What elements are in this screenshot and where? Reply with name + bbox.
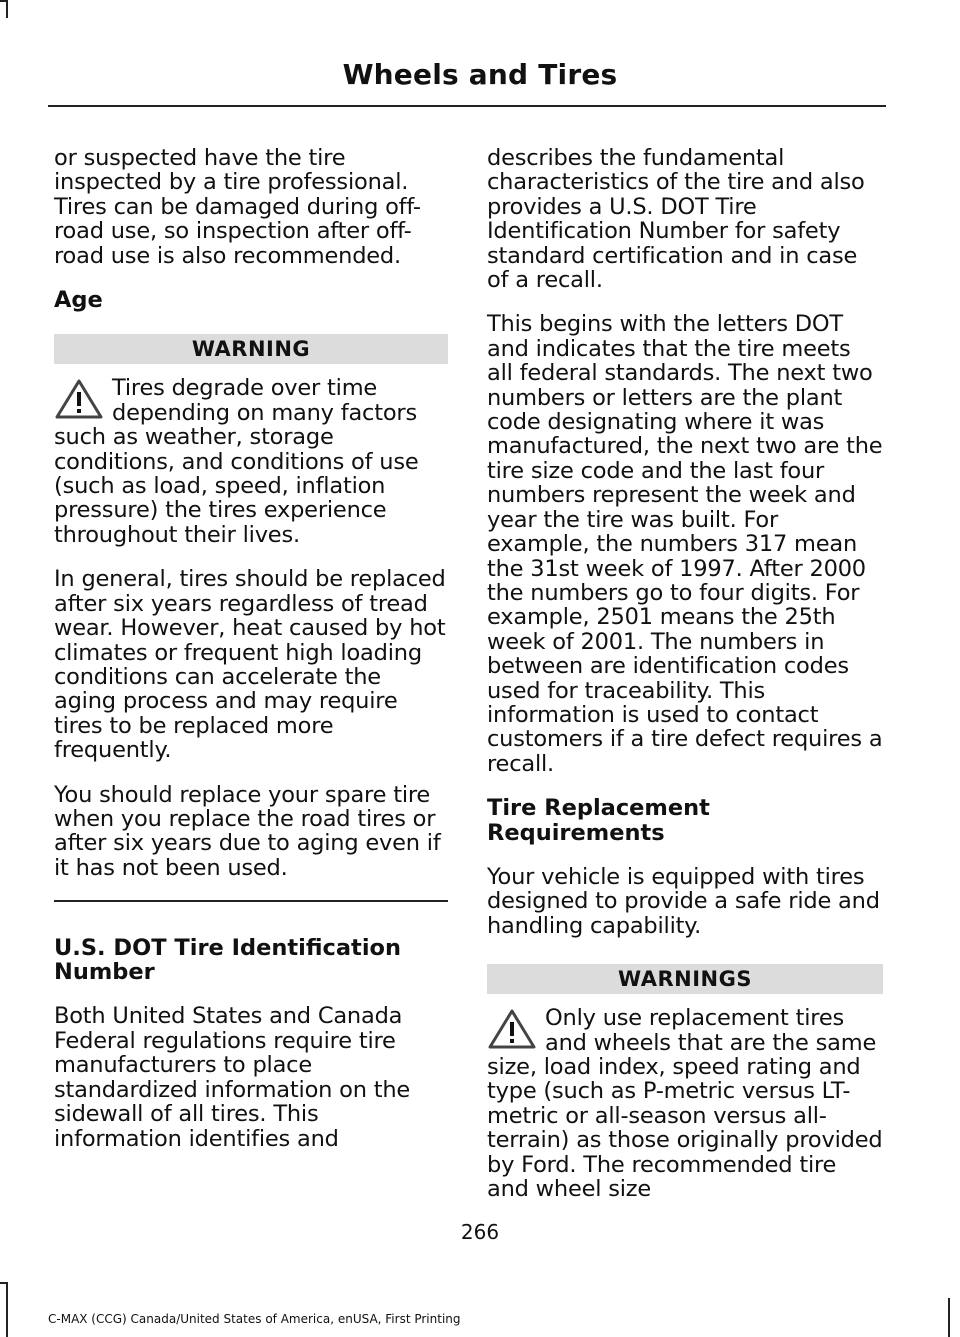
intro-paragraph: or suspected have the tire inspected by a tire professional. Tires can be damaged during off-road use, so inspection after off-road use is also recommended.	[54, 145, 421, 269]
warning-box	[54, 376, 448, 547]
section-heading-age: Age	[54, 287, 103, 314]
footer-text: C-MAX (CCG) Canada/United States of America, enUSA, First Printing	[48, 1312, 461, 1326]
paragraph: In general, tires should be replaced after six years regardless of tread wear. However, heat caused by hot climates or frequent high loading conditions can accelerate the aging process and may require tires to be replaced more frequently.	[54, 566, 446, 764]
right-column	[487, 146, 883, 1221]
crop-mark	[948, 1298, 950, 1337]
page-title: Wheels and Tires	[342, 58, 618, 91]
warning-triangle-icon	[54, 378, 104, 420]
page-number: 266	[460, 1220, 500, 1244]
warning-triangle-icon	[487, 1008, 537, 1050]
left-column	[54, 146, 448, 1171]
paragraph: This begins with the letters DOT and indicates that the tire meets all federal standards. The next two numbers or letters are the plant code designating where it was manufactured, the next two are the tire size code and the last four numbers represent the week and year the tire was built. For example, the numbers 317 mean the 31st week of 1997. After 2000 the numbers go to four digits. For example, 2501 means the 25th week of 2001. The numbers in between are identification codes used for traceability. This information is used to contact customers if a tire defect requires a recall.	[487, 311, 883, 777]
warning-text: Only use replacement tires and wheels that are the same size, load index, speed rating and type (such as P-metric versus LT-metric or all-season versus all-terrain) as those originally provided by Ford. The recommended tire and wheel size	[487, 1005, 883, 1203]
paragraph: Both United States and Canada Federal regulations require tire manufacturers to place standardized information on the sidewall of all tires. This information identifies and	[54, 1003, 411, 1152]
warning-text: Tires degrade over time depending on many factors such as weather, storage conditions, and conditions of use (such as load, speed, inflation pressure) the tires experience throughout their lives.	[54, 375, 419, 548]
crop-mark	[6, 1282, 8, 1337]
paragraph: You should replace your spare tire when you replace the road tires or after six years due to aging even if it has not been used.	[54, 781, 441, 881]
crop-mark	[0, 1282, 8, 1284]
section-heading-dot: U.S. DOT Tire Identification Number	[54, 934, 402, 986]
paragraph: describes the fundamental characteristics of the tire and also provides a U.S. DOT Tire Identification Number for safety standard certification and in case of a recall.	[487, 145, 865, 294]
header-divider	[48, 105, 886, 107]
paragraph: Your vehicle is equipped with tires designed to provide a safe ride and handling capability.	[487, 863, 880, 939]
crop-mark	[6, 0, 8, 18]
warnings-banner: WARNINGS	[487, 964, 883, 994]
warning-box	[487, 1006, 883, 1201]
section-divider	[54, 900, 448, 902]
section-heading-replacement: Tire Replacement Requirements	[487, 795, 710, 846]
warning-banner: WARNING	[54, 334, 448, 364]
